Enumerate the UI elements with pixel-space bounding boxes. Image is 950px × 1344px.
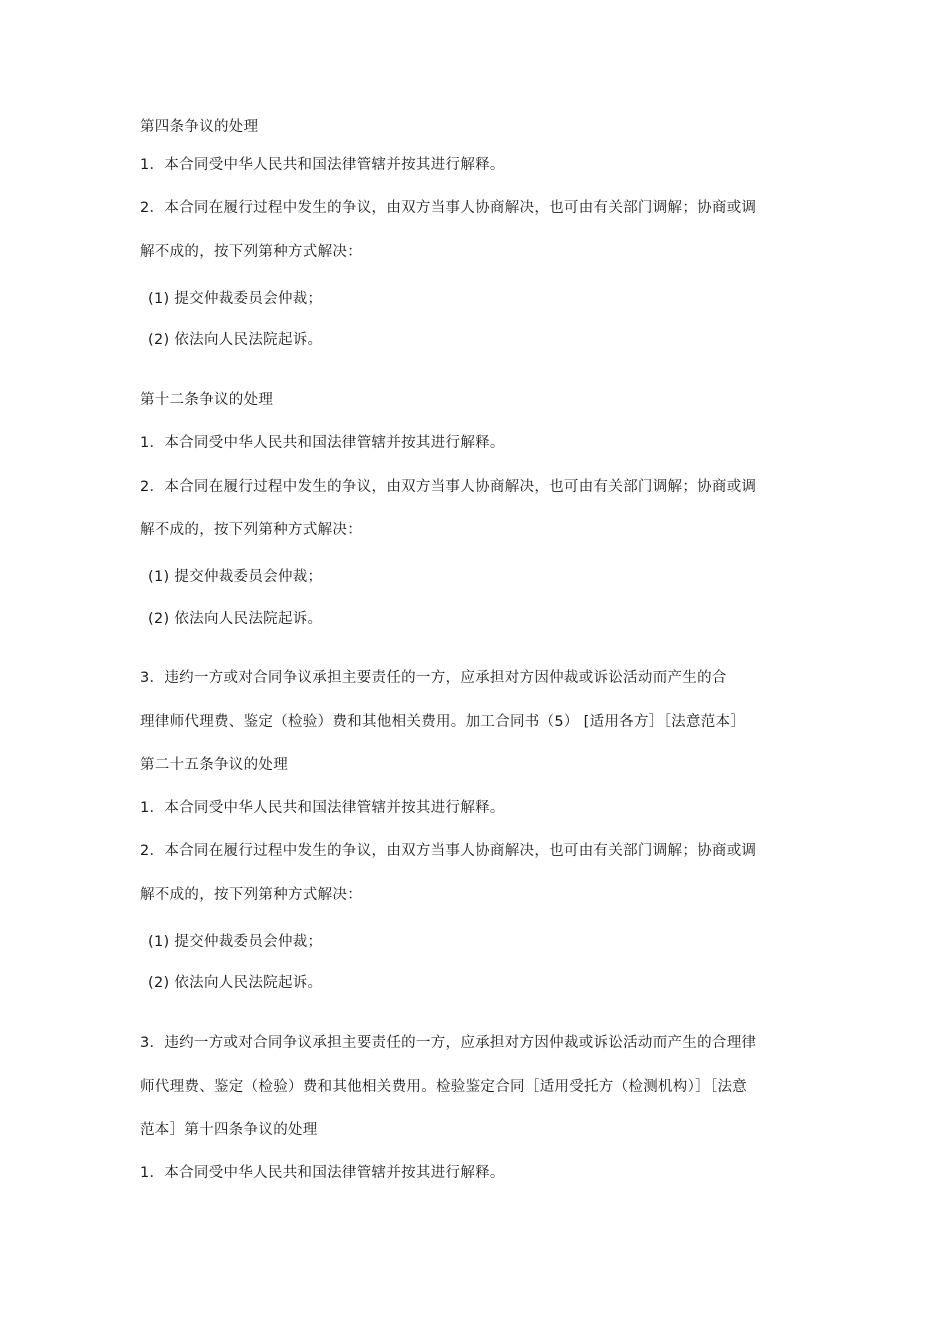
clause-line: 范本］第十四条争议的处理 xyxy=(140,1122,318,1138)
sub-item: (2) 依法向人民法院起诉。 xyxy=(148,332,323,348)
clause-line: 3．违约一方或对合同争议承担主要责任的一方，应承担对方因仲裁或诉讼活动而产生的合 xyxy=(140,670,727,686)
section-heading: 第二十五条争议的处理 xyxy=(140,757,288,773)
clause-line: 理律师代理费、鉴定（检验）费和其他相关费用。加工合同书（5） [适用各方］［法意范本］ xyxy=(140,714,746,730)
sub-item: (2) 依法向人民法院起诉。 xyxy=(148,975,323,991)
clause-line: 1．本合同受中华人民共和国法律管辖并按其进行解释。 xyxy=(140,800,505,816)
clause-line: 解不成的，按下列第种方式解决： xyxy=(140,887,362,903)
section-heading: 第四条争议的处理 xyxy=(140,119,259,135)
clause-line: 1．本合同受中华人民共和国法律管辖并按其进行解释。 xyxy=(140,1165,505,1181)
clause-line: 2．本合同在履行过程中发生的争议，由双方当事人协商解决，也可由有关部门调解；协商或调 xyxy=(140,843,757,859)
clause-line: 2．本合同在履行过程中发生的争议，由双方当事人协商解决，也可由有关部门调解；协商或调 xyxy=(140,200,757,216)
clause-line: 2．本合同在履行过程中发生的争议，由双方当事人协商解决，也可由有关部门调解；协商或调 xyxy=(140,479,757,495)
clause-line: 解不成的，按下列第种方式解决： xyxy=(140,244,362,260)
section-heading: 第十二条争议的处理 xyxy=(140,392,274,408)
sub-item: (1) 提交仲裁委员会仲裁； xyxy=(148,569,323,585)
sub-item: (1) 提交仲裁委员会仲裁； xyxy=(148,291,323,307)
clause-line: 1．本合同受中华人民共和国法律管辖并按其进行解释。 xyxy=(140,157,505,173)
clause-line: 3．违约一方或对合同争议承担主要责任的一方，应承担对方因仲裁或诉讼活动而产生的合理律 xyxy=(140,1035,757,1051)
clause-line: 1．本合同受中华人民共和国法律管辖并按其进行解释。 xyxy=(140,435,505,451)
clause-line: 师代理费、鉴定（检验）费和其他相关费用。检验鉴定合同［适用受托方（检测机构）］［法意 xyxy=(140,1079,748,1095)
sub-item: (1) 提交仲裁委员会仲裁； xyxy=(148,934,323,950)
sub-item: (2) 依法向人民法院起诉。 xyxy=(148,611,323,627)
clause-line: 解不成的，按下列第种方式解决： xyxy=(140,522,362,538)
